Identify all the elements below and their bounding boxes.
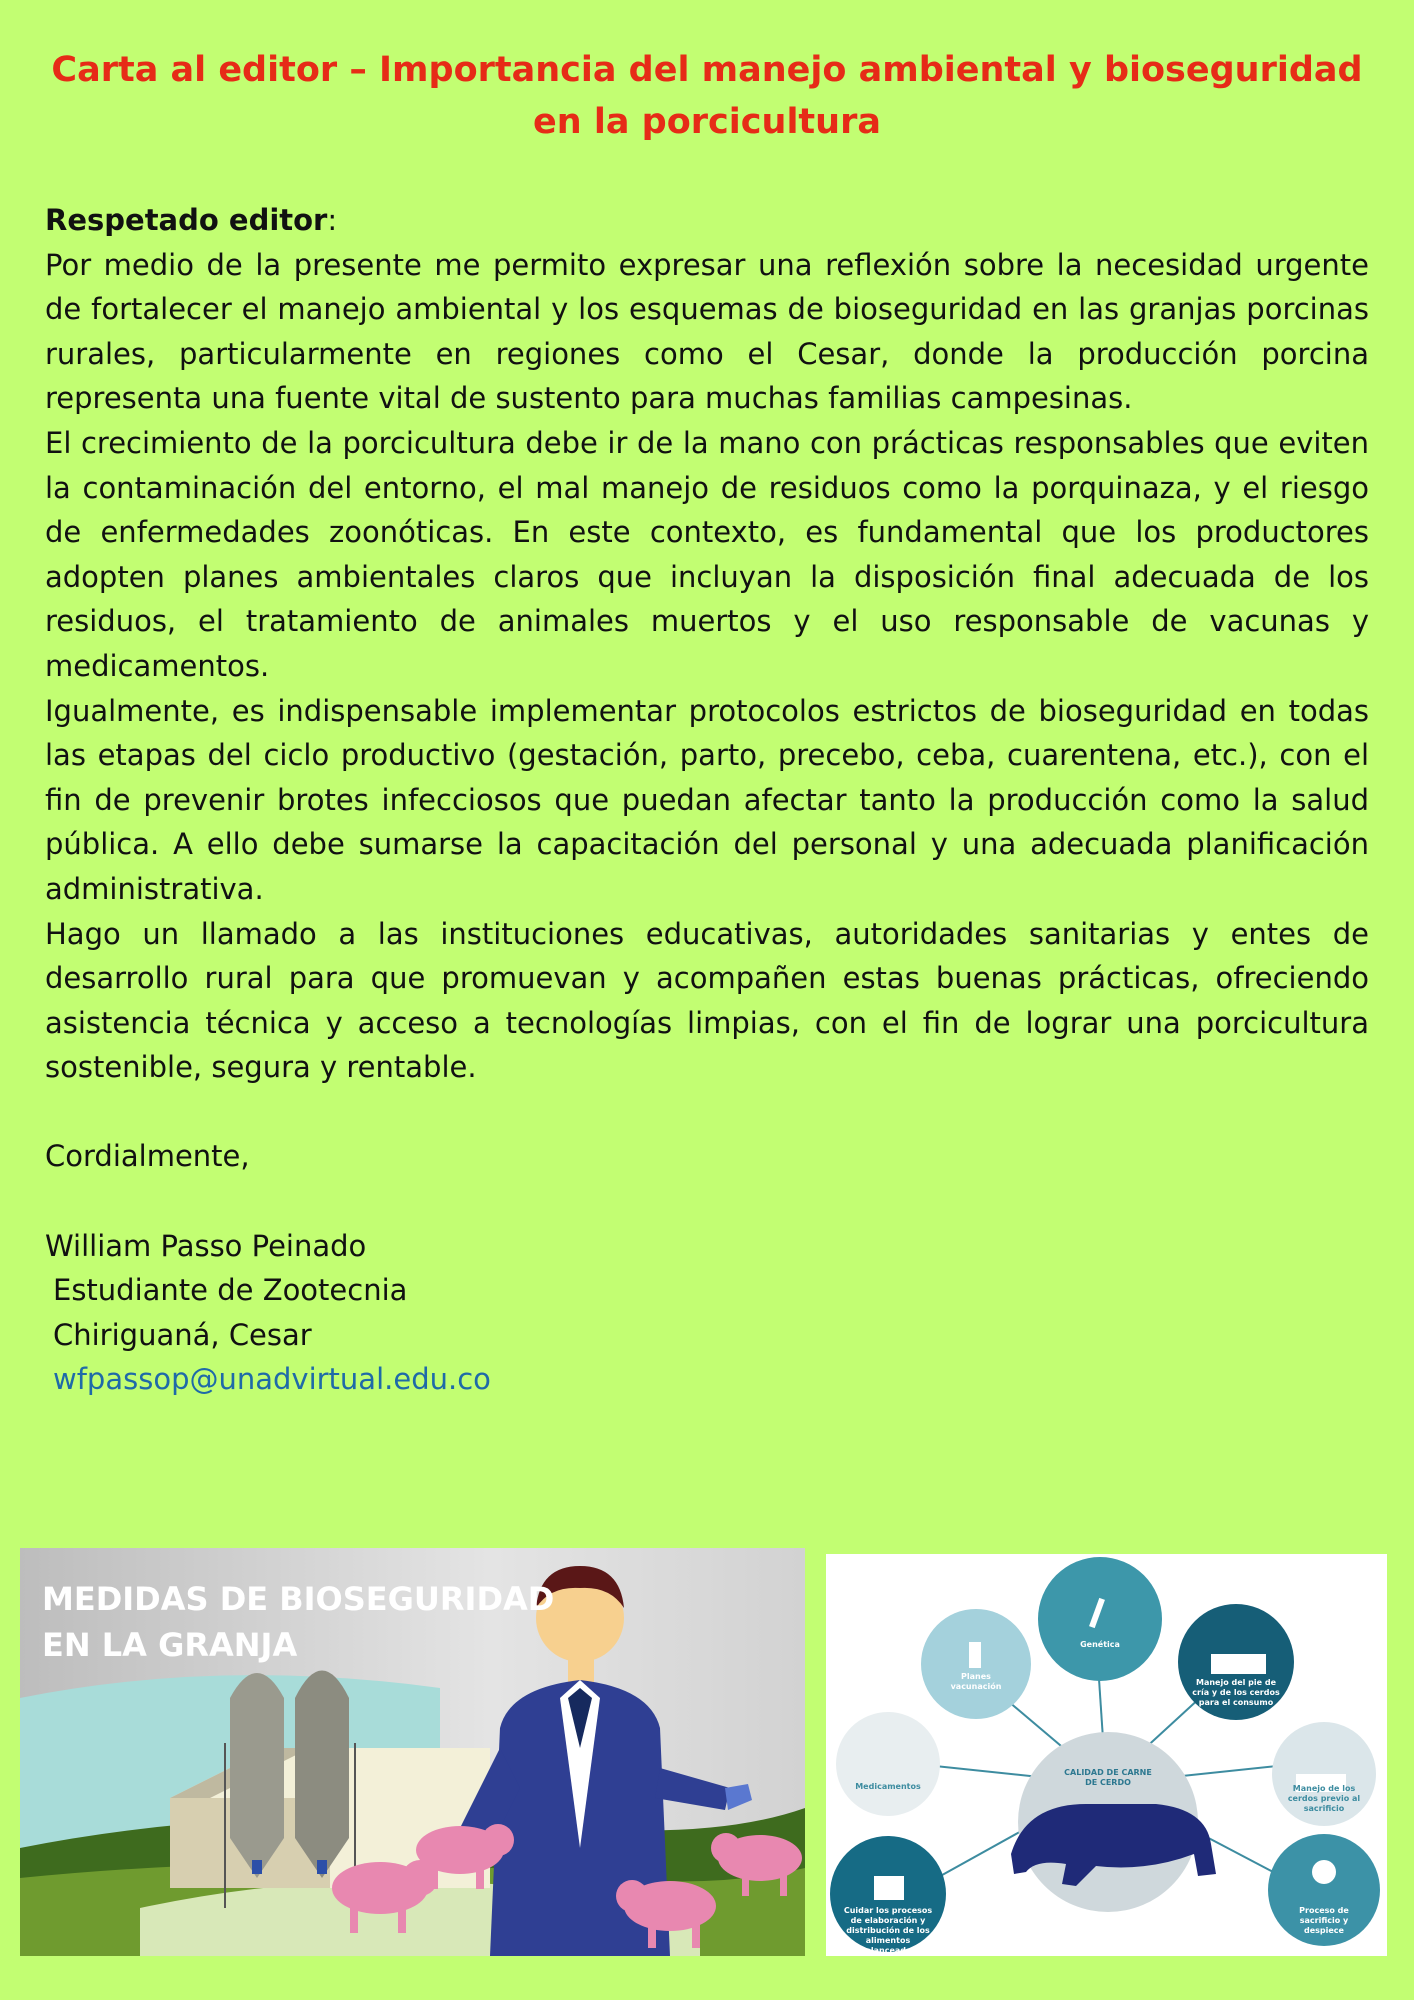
signature-location: Chiriguaná, Cesar — [53, 1317, 312, 1352]
label-feed: Cuidar los procesos de elaboración y distribución de los alimentos balanceados — [843, 1906, 933, 1955]
paragraph-3: Igualmente, es indispensable implementar protocolos estrictos de bioseguridad en todas las etapas del ciclo productivo (gestación, parto, precebo, ceba, cuarentena, etc.), con el fin de prevenir brotes infecciosos que puedan afectar tanto la producción como la salud pública. A ello debe sumarse la capacitación del personal y una adecuada planificación administrativa. — [45, 693, 1369, 906]
label-handling: Manejo de los cerdos previo al sacrificio — [1287, 1784, 1361, 1813]
salutation — [45, 198, 1369, 243]
closing: Cordialmente, — [45, 1139, 250, 1174]
label-medicines: Medicamentos — [855, 1782, 921, 1791]
signature-email-link[interactable]: wfpassop@unadvirtual.edu.co — [53, 1362, 491, 1397]
banner-title — [42, 1576, 554, 1668]
letter-body — [45, 198, 1369, 1402]
banner-line-1: MEDIDAS DE BIOSEGURIDAD — [42, 1580, 555, 1618]
meat-quality-infographic — [826, 1554, 1387, 1956]
biosecurity-banner-image — [20, 1548, 805, 1956]
banner-line-2: EN LA GRANJA — [42, 1626, 298, 1664]
salutation-text: Respetado editor — [45, 203, 328, 237]
label-slaughter: Proceso de sacrificio y despiece — [1299, 1906, 1349, 1935]
label-vaccination: Planes vacunación — [950, 1672, 1002, 1691]
page-title: Carta al editor – Importancia del manejo ambiental y bioseguridad en la porcicultura — [51, 50, 1363, 142]
salutation-colon: : — [327, 203, 338, 237]
signature-name: William Passo Peinado — [45, 1228, 367, 1263]
paragraph-4: Hago un llamado a las instituciones educativas, autoridades sanitarias y entes de desarrollo rural para que promuevan y acompañen estas buenas prácticas, ofreciendo asistencia técnica y acceso a tecnologías limpias, con el fin de lograr una porcicultura sostenible, segura y rentable. — [45, 916, 1369, 1085]
label-genetics: Genética — [1080, 1640, 1120, 1649]
paragraph-2: El crecimiento de la porcicultura debe ir de la mano con prácticas responsables que eviten la contaminación del entorno, el mal manejo de residuos como la porquinaza, y el riesgo de enfermedades zoonóticas. En este contexto, es fundamental que los productores adopten planes ambientales claros que incluyan la disposición final adecuada de los residuos, el tratamiento de animales muertos y el uso responsable de vacunas y medicamentos. — [45, 425, 1369, 683]
signature-role: Estudiante de Zootecnia — [53, 1273, 408, 1308]
label-center: CALIDAD DE CARNE DE CERDO — [1064, 1768, 1152, 1787]
label-breeding: Manejo del pie de cría y de los cerdos para el consumo — [1192, 1678, 1280, 1707]
paragraph-1: Por medio de la presente me permito expresar una reflexión sobre la necesidad urgente de fortalecer el manejo ambiental y los esquemas de bioseguridad en las granjas porcinas rurales, particularmente en regiones como el Cesar, donde la producción porcina representa una fuente vital de sustento para muchas familias campesinas. — [45, 247, 1369, 416]
